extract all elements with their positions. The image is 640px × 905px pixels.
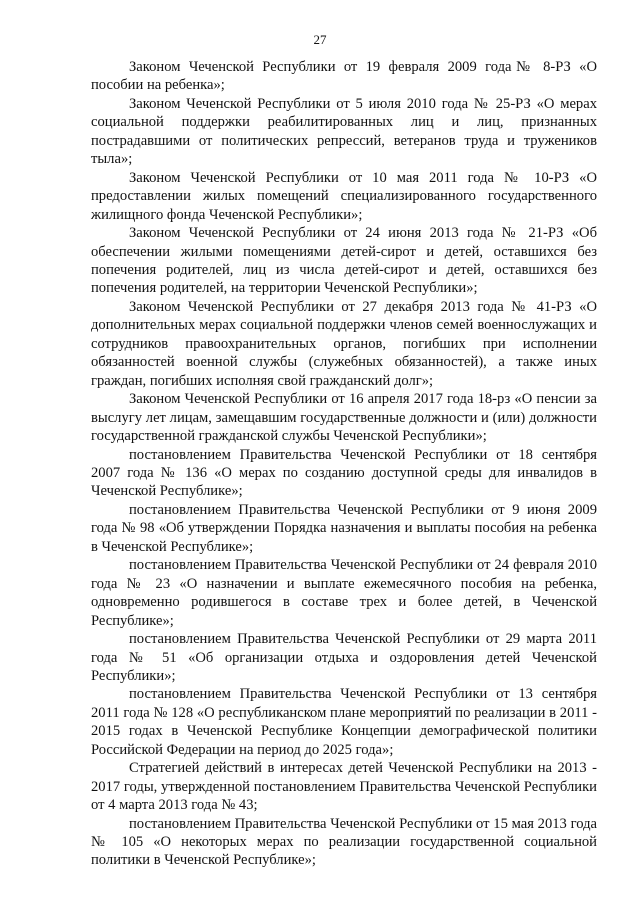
paragraph-decree-2011-child-recreation: постановлением Правительства Чеченской Республики от 29 марта 2011 года № 51 «Об организации отдыха и оздоровления детей Чеченской Республики»; [91, 631, 597, 684]
paragraph-law-2017-pension: Законом Чеченской Республики от 16 апреля 2017 года 18-рз «О пенсии за выслугу лет лицам, замещавшим государственные должности и (или) должности государственной гражданской службы Чеченской Республики»; [91, 391, 597, 445]
paragraph-law-2013-military-families: Законом Чеченской Республики от 27 декабря 2013 года № 41-РЗ «О дополнительных мерах социальной поддержки членов семей военнослужащих и сотрудников правоохранительных органов, погибших при исполнении обязанностей военной службы (служебных обязанностей), а также иных граждан, погибших исполняя свой гражданский долг»; [91, 298, 597, 389]
paragraph-decree-2007-accessible-environment: постановлением Правительства Чеченской Республики от 18 сентября 2007 года № 136 «О мерах по созданию доступной среды для инвалидов в Чеченской Республике»; [91, 446, 597, 500]
paragraph-strategy-2013-children: Стратегией действий в интересах детей Чеченской Республики на 2013 - 2017 годы, утвержденной постановлением Правительства Чеченской Республики от 4 марта 2013 года № 43; [91, 760, 597, 814]
document-body [91, 58, 597, 870]
paragraph-law-2013-orphans: Законом Чеченской Республики от 24 июня 2013 года № 21-РЗ «Об обеспечении жилыми помещениями детей-сирот и детей, оставшихся без попечения родителей, лиц из числа детей-сирот и детей, оставшихся без попечения родителей, на территории Чеченской Республики»; [91, 225, 597, 297]
paragraph-law-2011-housing: Законом Чеченской Республики от 10 мая 2011 года № 10-РЗ «О предоставлении жилых помещений специализированного государственного жилищного фонда Чеченской Республики»; [91, 169, 597, 223]
page-number: 27 [313, 32, 327, 47]
paragraph-law-2010-rehabilitated: Законом Чеченской Республики от 5 июля 2010 года № 25-РЗ «О мерах социальной поддержки реабилитированных лиц и лиц, признанных пострадавшими от политических репрессий, ветеранов труда и тружеников тыла»; [91, 95, 597, 168]
paragraph-decree-2010-multiple-births: постановлением Правительства Чеченской Республики от 24 февраля 2010 года № 23 «О назначении и выплате ежемесячного пособия на ребенка, одновременно родившегося в составе трех и более детей, в Чеченской Республике»; [91, 557, 597, 629]
paragraph-decree-2009-child-benefit: постановлением Правительства Чеченской Республики от 9 июня 2009 года № 98 «Об утверждении Порядка назначения и выплаты пособия на ребенка в Чеченской Республике»; [91, 501, 597, 555]
paragraph-law-2009-benefit: Законом Чеченской Республики от 19 февраля 2009 года№ 8-РЗ «О пособии на ребенка»; [91, 59, 597, 94]
paragraph-decree-2013-social-policy: постановлением Правительства Чеченской Республики от 15 мая 2013 года № 105 «О некоторых мерах по реализации государственной социальной политики в Чеченской Республике»; [91, 815, 597, 869]
paragraph-decree-2011-demographic-plan: постановлением Правительства Чеченской Республики от 13 сентября 2011 года № 128 «О республиканском плане мероприятий по реализации в 2011 - 2015 годах в Чеченской Республике Концепции демографической политики Российской Федерации на период до 2025 года»; [91, 686, 597, 758]
